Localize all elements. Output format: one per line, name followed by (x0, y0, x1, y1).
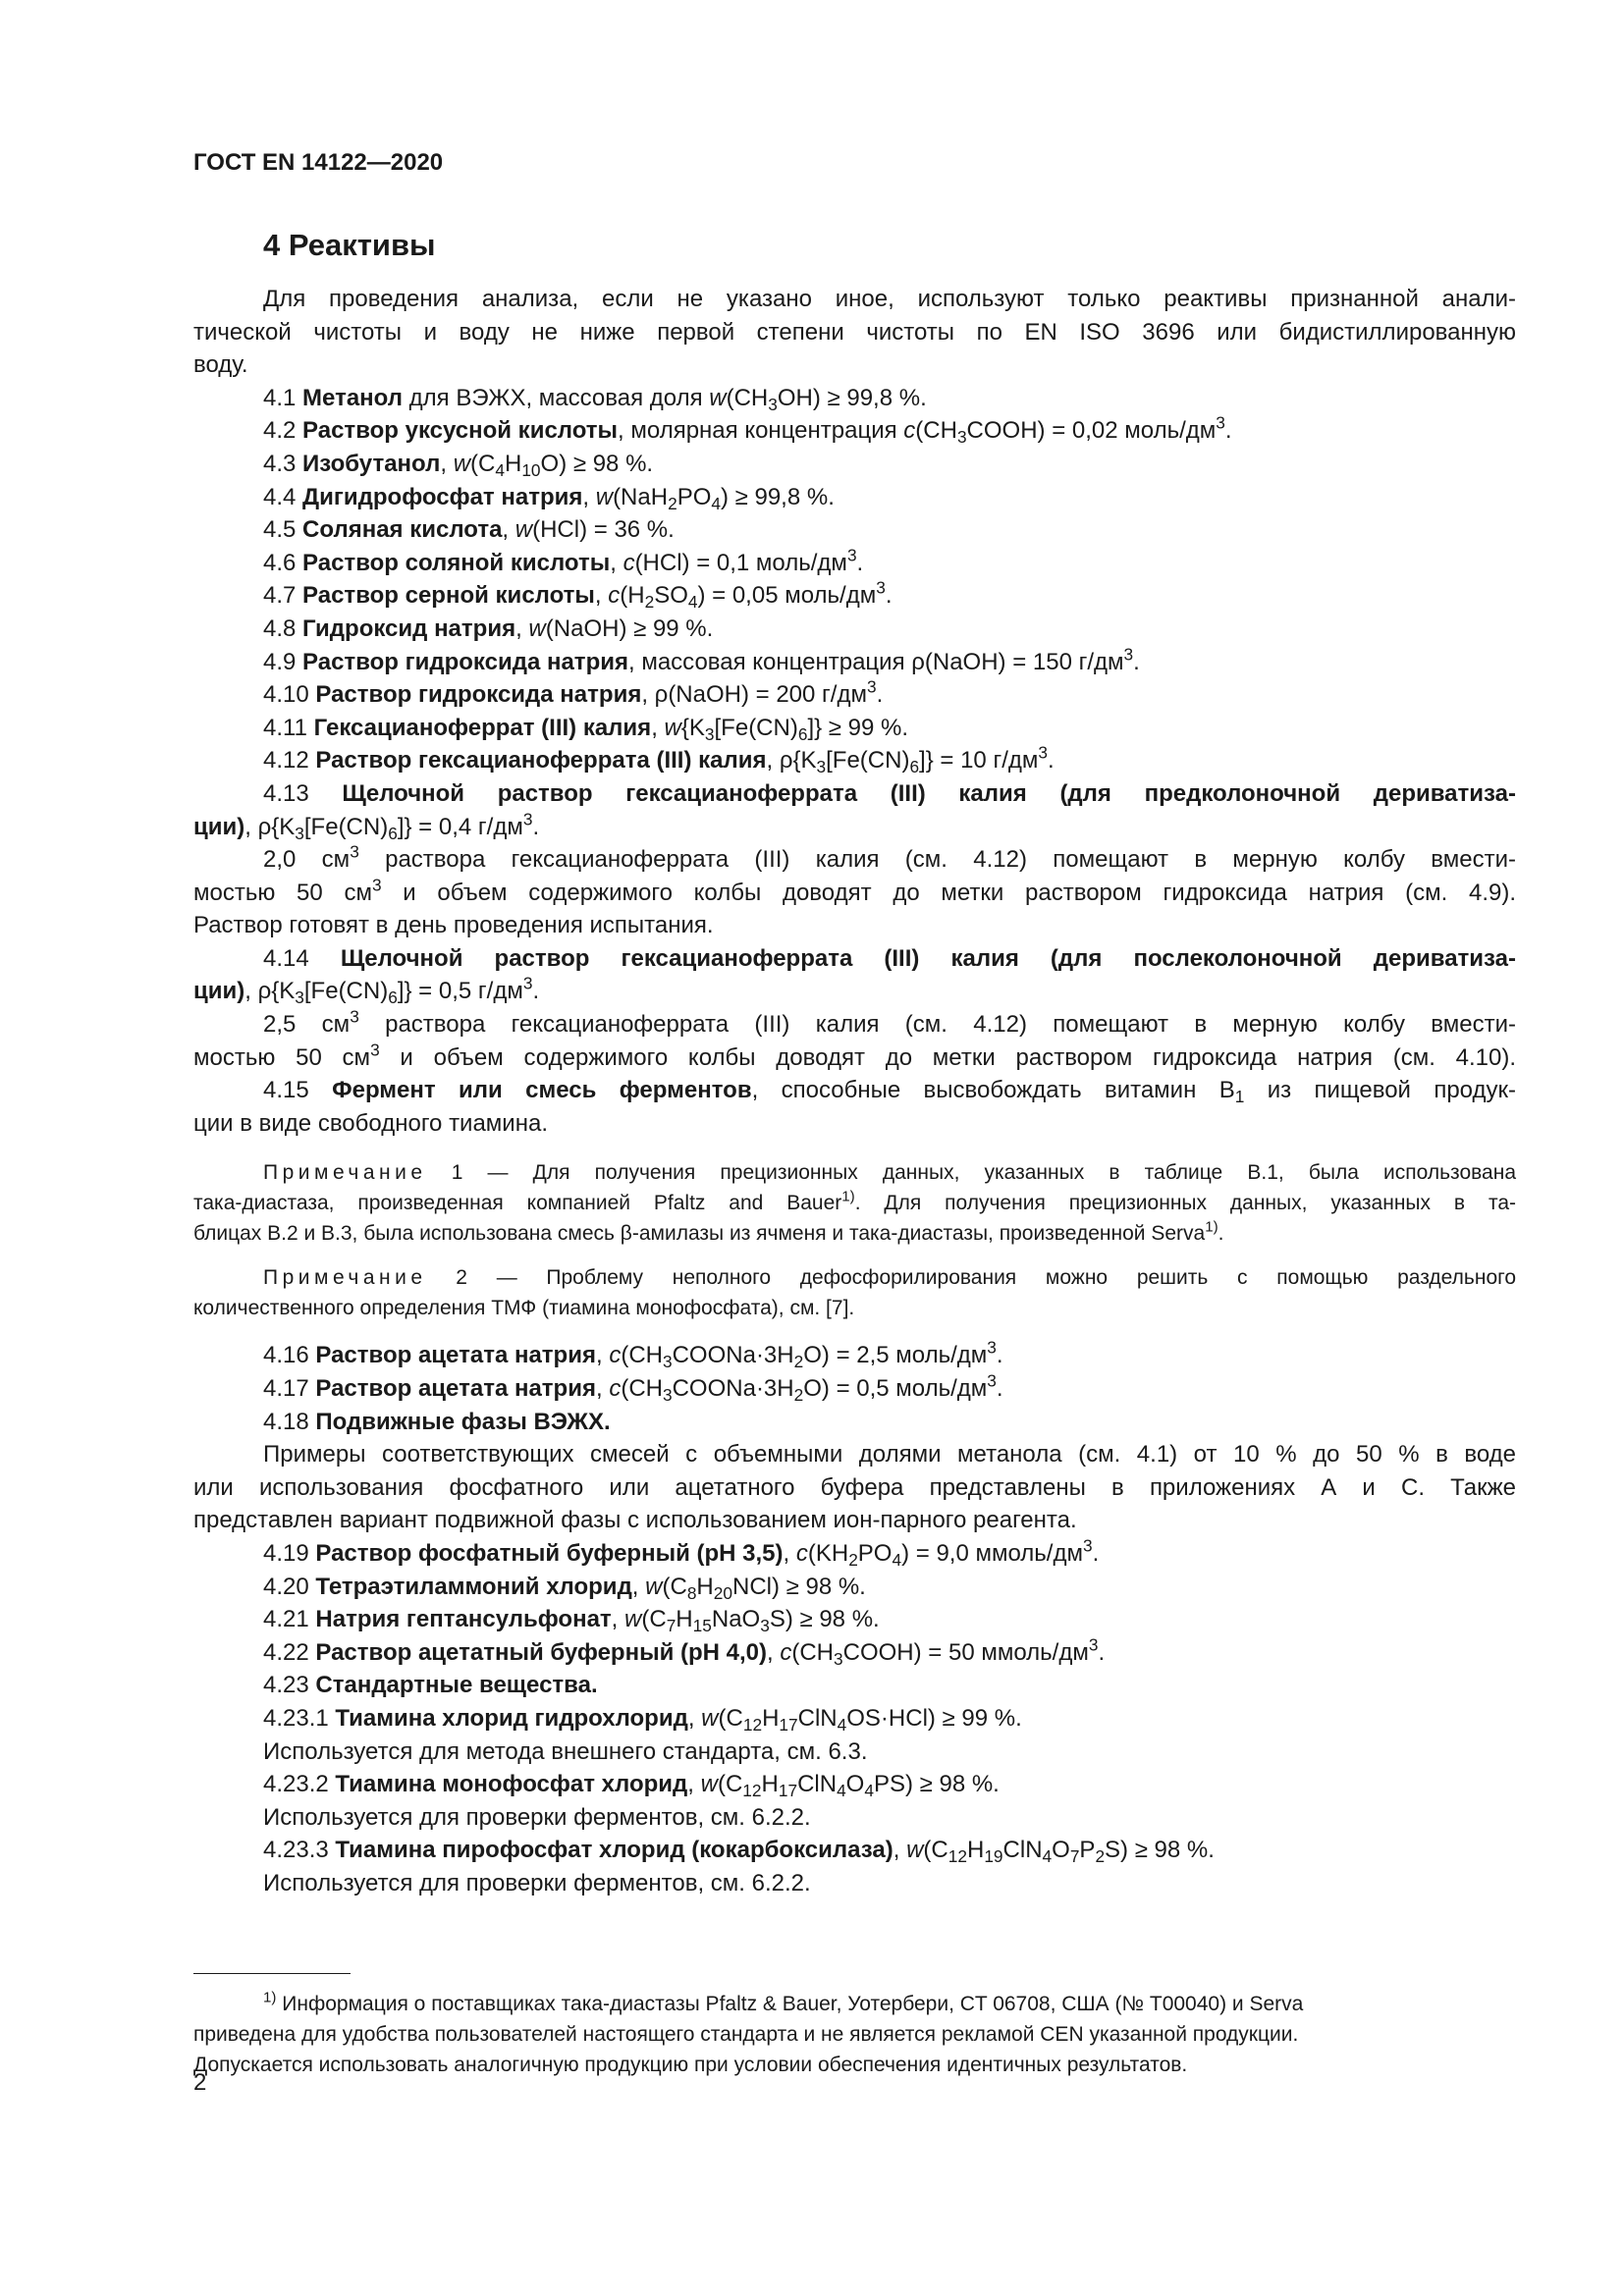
item-4-9: 4.9 Раствор гидроксида натрия, массовая концентрация ρ(NaOH) = 150 $г/дм^3$. (263, 644, 1140, 675)
item-4-20: 4.20 Тетраэтиламмоний хлорид, $w(C_8H_{20}NCl) \ge 98$ %. (263, 1573, 866, 1603)
item-4-13-text: 2,0 $см^3$ раствора гексацианоферрата (III) калия (см. 4.12) помещают в мерную колбу вмести- (263, 841, 1517, 874)
note-2: Примечание 2 — Проблему неполного дефосфорилирования можно решить с помощью раздельного (263, 1266, 1516, 1290)
item-4-1: 4.1 Метанол для ВЭЖХ, массовая доля $w(CH_3OH) \ge 99,8$ %. (263, 384, 927, 414)
page-number: 2 (193, 2069, 207, 2096)
item-4-7: 4.7 Раствор серной кислоты, $c(H_2SO_4) = 0,05$ моль/$дм^3$. (263, 577, 893, 613)
item-4-17: 4.17 Раствор ацетата натрия, $c(CH_3COONa\cdot 3H_2O) = 0,5$ моль/$дм^3$. (263, 1370, 1003, 1406)
item-4-14: 4.14 Щелочной раствор гексацианоферрата (III) калия (для послеколоночной дериватиза- (263, 944, 1517, 972)
main-text: Для проведения анализа, если не указано иное, используют только реактивы признанной анали- тической чистоты и воду не ниже первой степени чистоты по EN ISO 3696 или бидистиллированную воду. 4.1 Метанол для ВЭЖХ, массовая доля $w(CH_3OH) \ge 99,8$ %. 4.2 Раствор уксусной кислоты, молярная концентрация $c(CH_3COOH) = 0,02$ моль/$дм^3$. 4.3 Изобутанол, $w(C_4H_{10}O) \ge 98$ %. 4.4 Дигидрофосфат натрия, $w(NaH_2PO_4) \ge 99,8$ %. 4.5 Соляная кислота, w(HCl) = 36 %. 4.6 Раствор соляной кислоты, c(HCl) = 0,1 моль/$дм^3$. 4.7 Раствор серной кислоты, $c(H_2SO_4) = 0,05$ моль/$дм^3$. 4.8 Гидроксид натрия, w(NaOH) ≥ 99 %. 4.9 Раствор гидроксида натрия, массовая концентрация ρ(NaOH) = 150 $г/дм^3$. 4.10 Раствор гидроксида натрия, ρ(NaOH) = 200 $г/дм^3$. 4.11 Гексацианоферрат (III) калия, $w\{K_3[Fe(CN)_6]\} \ge 99$ %. 4.12 Раствор гексацианоферрата (III) калия, $\rho\{K_3[Fe(CN)_6]\} = 10$ $г/дм^3$. 4.13 Щелочной раствор гексацианоферрата (III) калия (для предколоночной дериватиза- ции), $\rho\{K_3[Fe(CN)_6]\} = 0,4$ $г/дм^3$. 2,0 $см^3$ раствора гексацианоферрата (III) калия (см. 4.12) помещают в мерную колбу вмести- мостью 50 $см^3$ и объем содержимого колбы доводят до метки раствором гидроксида натрия (см. 4.9). Раствор готовят в день проведения испытания. 4.14 Щелочной раствор гексацианоферрата (III) калия (для послеколоночной дериватиза- ции), $\rho\{K_3[Fe(CN)_6]\} = 0,5$ $г/дм^3$. 2,5 $см^3$ раствора гексацианоферрата (III) калия (см. 4.12) помещают в мерную колбу вмести- мостью 50 $см^3$ и объем содержимого колбы доводят до метки раствором гидроксида натрия (см. 4.10). 4.15 Фермент или смесь ферментов, способные высвобождать витамин $B_1$ из пищевой продук- ции в виде свободного тиамина. Примечание 1 — Для получения прецизионных данных, указанных в таблице В.1, была использована така-диастаза, произведенная компанией Pfaltz and Bauer$^{1)}$. Для получения прецизионных данных, указанных в та- блицах В.2 и В.3, была использована смесь β-амилазы из ячменя и така-диастазы, произведенной Serva$^{1)}$. Примечание 2 — Проблему неполного дефосфорилирования можно решить с помощью раздельного количественного определения ТМФ (тиамина монофосфата), см. [7]. 4.16 Раствор ацетата натрия, $c(CH_3COONa\cdot 3H_2O) = 2,5$ моль/$дм^3$. 4.17 Раствор ацетата натрия, $c(CH_3COONa\cdot 3H_2O) = 0,5$ моль/$дм^3$. 4.18 Подвижные фазы ВЭЖХ. Примеры соответствующих смесей с объемными долями метанола (см. 4.1) от 10 % до 50 % в воде или использования фосфатного или ацетатного буфера представлены в приложениях А и С. Также представлен вариант подвижной фазы с использованием ион-парного реагента. 4.19 Раствор фосфатный буферный (pH 3,5), $c(KH_2PO_4) = 9,0$ ммоль/$дм^3$. 4.20 Тетраэтиламмоний хлорид, $w(C_8H_{20}NCl) \ge 98$ %. 4.21 Натрия гептансульфонат, $w(C_7H_{15}NaO_3S) \ge 98$ %. 4.22 Раствор ацетатный буферный (pH 4,0), $c(CH_3COOH) = 50$ ммоль/$дм^3$. 4.23 Стандартные вещества. 4.23.1 Тиамина хлорид гидрохлорид, $w(C_{12}H_{17}ClN_4OS\cdot HCl) \ge 99$ %. Используется для метода внешнего стандарта, см. 6.3. 4.23.2 Тиамина монофосфат хлорид, $w(C_{12}H_{17}ClN_4O_4PS) \ge 98$ %. Используется для проверки ферментов, см. 6.2.2. 4.23.3 Тиамина пирофосфат хлорид (кокарбоксилаза), $w(C_{12}H_{19}ClN_4O_7P_2S) \ge 98$ %. Используется для проверки ферментов, см. 6.2.2. (193, 283, 1516, 1900)
item-4-10: 4.10 Раствор гидроксида натрия, ρ(NaOH) = 200 $г/дм^3$. (263, 676, 884, 709)
item-4-23: 4.23 Стандартные вещества. (263, 1672, 598, 1699)
section-title: 4 Реактивы (263, 228, 436, 262)
item-4-18: 4.18 Подвижные фазы ВЭЖХ. (263, 1408, 611, 1435)
item-4-22: 4.22 Раствор ацетатный буферный (pH 4,0), $c(CH_3COOH) = 50$ ммоль/$дм^3$. (263, 1634, 1106, 1669)
item-4-18-text: Примеры соответствующих смесей с объемными долями метанола (см. 4.1) от 10 % до 50 % в воде (263, 1441, 1516, 1468)
footnote-divider (193, 1973, 351, 1974)
item-4-6: 4.6 Раствор соляной кислоты, c(HCl) = 0,1 моль/$дм^3$. (263, 545, 864, 576)
document-header: ГОСТ EN 14122—2020 (193, 149, 444, 176)
item-4-2: 4.2 Раствор уксусной кислоты, молярная концентрация $c(CH_3COOH) = 0,02$ моль/$дм^3$. (263, 412, 1232, 448)
item-4-19: 4.19 Раствор фосфатный буферный (pH 3,5), $c(KH_2PO_4) = 9,0$ ммоль/$дм^3$. (263, 1535, 1100, 1571)
item-4-11: 4.11 Гексацианоферрат (III) калия, $w\{K_3[Fe(CN)_6]\} \ge 99$ %. (263, 714, 909, 744)
item-4-5: 4.5 Соляная кислота, w(HCl) = 36 %. (263, 516, 675, 544)
item-4-14-text: 2,5 $см^3$ раствора гексацианоферрата (III) калия (см. 4.12) помещают в мерную колбу вмести- (263, 1006, 1517, 1039)
item-4-21: 4.21 Натрия гептансульфонат, $w(C_7H_{15}NaO_3S) \ge 98$ %. (263, 1606, 880, 1636)
note-1: Примечание 1 — Для получения прецизионных данных, указанных в таблице В.1, была использована (263, 1161, 1516, 1185)
item-4-3: 4.3 Изобутанол, $w(C_4H_{10}O) \ge 98$ %. (263, 450, 654, 481)
item-4-16: 4.16 Раствор ацетата натрия, $c(CH_3COONa\cdot 3H_2O) = 2,5$ моль/$дм^3$. (263, 1337, 1003, 1372)
item-4-23-2: 4.23.2 Тиамина монофосфат хлорид, $w(C_{12}H_{17}ClN_4O_4PS) \ge 98$ %. (263, 1771, 1000, 1801)
item-4-13: 4.13 Щелочной раствор гексацианоферрата (III) калия (для предколоночной дериватиза- (263, 779, 1516, 807)
item-4-15: 4.15 Фермент или смесь ферментов, способные высвобождать витамин $B_1$ из пищевой продук- (263, 1077, 1517, 1107)
item-4-12: 4.12 Раствор гексацианоферрата (III) калия, $\rho\{K_3[Fe(CN)_6]\} = 10$ $г/дм^3$. (263, 742, 1055, 777)
footnote: $^{1)}$ Информация о поставщиках така-диастазы Pfaltz & Bauer, Уотербери, CT 06708, США (№ T00040) и Serva приведена для удобства пользователей настоящего стандарта и не является рекламой CEN указанной продукции. Допускается использовать аналогичную продукцию при условии обеспечения идентичных результатов. (193, 1989, 1304, 2076)
item-4-4: 4.4 Дигидрофосфат натрия, $w(NaH_2PO_4) \ge 99,8$ %. (263, 483, 835, 513)
item-4-23-3: 4.23.3 Тиамина пирофосфат хлорид (кокарбоксилаза), $w(C_{12}H_{19}ClN_4O_7P_2S) \ge 98$ %. (263, 1837, 1215, 1867)
item-4-23-1: 4.23.1 Тиамина хлорид гидрохлорид, $w(C_{12}H_{17}ClN_4OS\cdot HCl) \ge 99$ %. (263, 1704, 1022, 1735)
intro-paragraph: Для проведения анализа, если не указано иное, используют только реактивы признанной анали- (263, 286, 1516, 312)
item-4-8: 4.8 Гидроксид натрия, w(NaOH) ≥ 99 %. (263, 614, 714, 642)
